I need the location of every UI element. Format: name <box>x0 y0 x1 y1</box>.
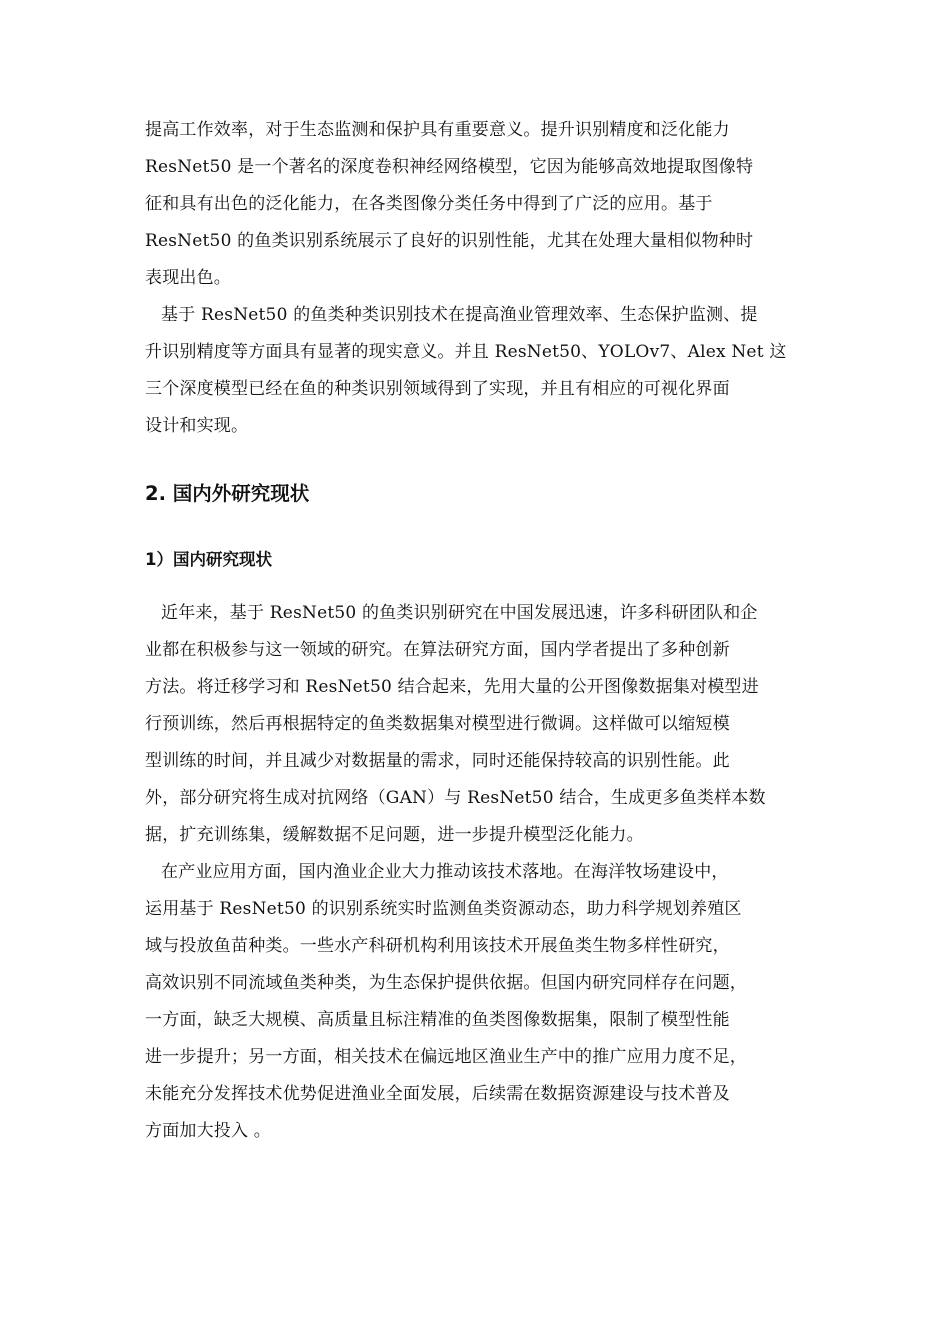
text-line: 表现出色。 <box>145 268 231 288</box>
paragraph-industry-application <box>145 854 810 1150</box>
text-line: 进一步提升；另一方面，相关技术在偏远地区渔业生产中的推广应用力度不足， <box>145 1047 747 1067</box>
text-line: 据，扩充训练集，缓解数据不足问题，进一步提升模型泛化能力。 <box>145 825 644 845</box>
spacer <box>145 445 810 479</box>
text-line: 运用基于 ResNet50 的识别系统实时监测鱼类资源动态，助力科学规划养殖区 <box>145 899 742 919</box>
text-line: 高效识别不同流域鱼类种类，为生态保护提供依据。但国内研究同样存在问题， <box>145 973 747 993</box>
subsection-heading: 1）国内研究现状 <box>145 550 272 569</box>
text-line: 型训练的时间，并且减少对数据量的需求，同时还能保持较高的识别性能。此 <box>145 751 730 771</box>
paragraph-significance <box>145 297 810 445</box>
text-line: 未能充分发挥技术优势促进渔业全面发展，后续需在数据资源建设与技术普及 <box>145 1084 730 1104</box>
text-line: 征和具有出色的泛化能力，在各类图像分类任务中得到了广泛的应用。基于 <box>145 194 713 214</box>
text-line: 基于 ResNet50 的鱼类种类识别技术在提高渔业管理效率、生态保护监测、提 <box>161 305 758 325</box>
text-line: ResNet50 的鱼类识别系统展示了良好的识别性能，尤其在处理大量相似物种时 <box>145 231 754 251</box>
text-line: 近年来，基于 ResNet50 的鱼类识别研究在中国发展迅速，许多科研团队和企 <box>161 603 758 623</box>
text-line: 升识别精度等方面具有显著的现实意义。并且 ResNet50、YOLOv7、Alex Net 这 <box>145 342 787 362</box>
text-line: ResNet50 是一个著名的深度卷积神经网络模型，它因为能够高效地提取图像特 <box>145 157 754 177</box>
text-line: 设计和实现。 <box>145 416 249 436</box>
text-line: 一方面，缺乏大规模、高质量且标注精准的鱼类图像数据集，限制了模型性能 <box>145 1010 730 1030</box>
section-heading: 2. 国内外研究现状 <box>145 482 310 505</box>
text-line: 外，部分研究将生成对抗网络（GAN）与 ResNet50 结合，生成更多鱼类样本数 <box>145 788 766 808</box>
text-line: 方面加大投入 。 <box>145 1121 272 1141</box>
text-line: 业都在积极参与这一领域的研究。在算法研究方面，国内学者提出了多种创新 <box>145 640 730 660</box>
text-line: 三个深度模型已经在鱼的种类识别领域得到了实现，并且有相应的可视化界面 <box>145 379 730 399</box>
paragraph-domestic-research <box>145 595 810 854</box>
text-line: 在产业应用方面，国内渔业企业大力推动该技术落地。在海洋牧场建设中， <box>161 862 729 882</box>
text-line: 方法。将迁移学习和 ResNet50 结合起来，先用大量的公开图像数据集对模型进 <box>145 677 759 697</box>
text-line: 提高工作效率，对于生态监测和保护具有重要意义。提升识别精度和泛化能力 <box>145 120 730 140</box>
text-line: 域与投放鱼苗种类。一些水产科研机构利用该技术开展鱼类生物多样性研究， <box>145 936 730 956</box>
paragraph-motivation <box>145 112 810 297</box>
document-body <box>145 112 810 1150</box>
text-line: 行预训练，然后再根据特定的鱼类数据集对模型进行微调。这样做可以缩短模 <box>145 714 730 734</box>
spacer <box>145 574 810 595</box>
spacer <box>145 509 810 546</box>
